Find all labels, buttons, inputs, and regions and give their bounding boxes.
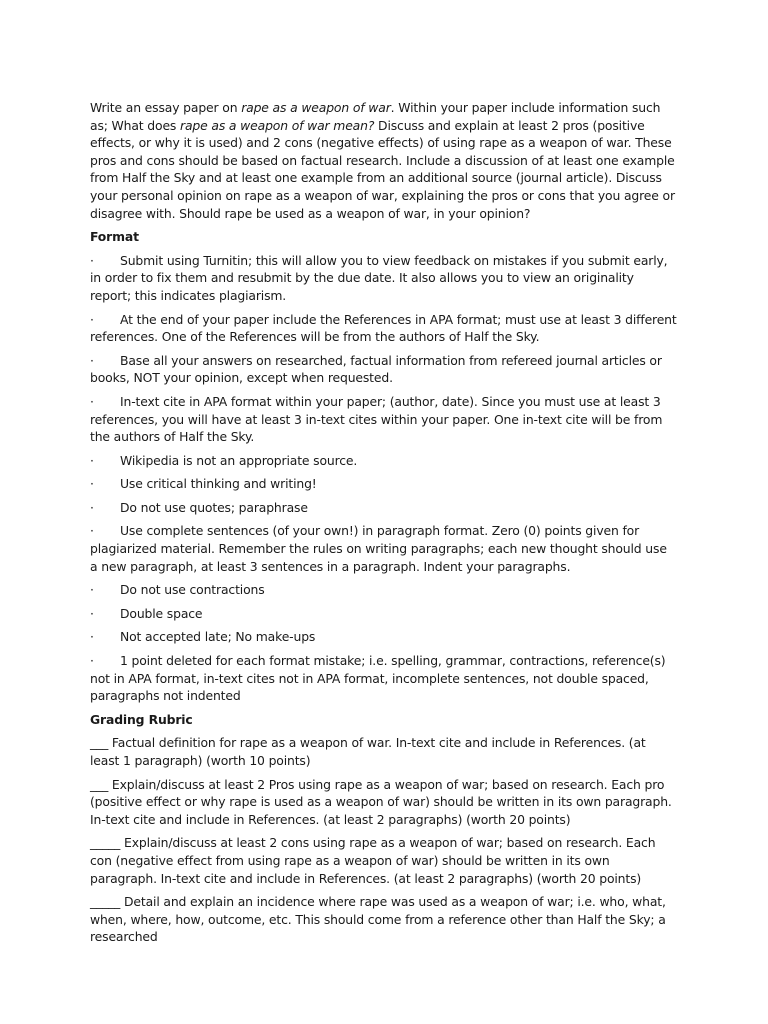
bullet-dot: · (90, 523, 94, 539)
format-item-text: Use complete sentences (of your own!) in paragraph format. Zero (0) points given for plagiarized material. Remember the rules on writing paragraphs; each new thought should use a new paragraph, at least 3 sentences in a paragraph. Indent your paragraphs. (90, 523, 667, 574)
format-item (90, 628, 678, 646)
format-item-text: Double space (120, 605, 203, 621)
intro-paragraph (90, 99, 678, 222)
format-item (90, 499, 678, 517)
bullet-dot: · (90, 582, 94, 598)
format-item (90, 393, 678, 446)
format-item (90, 452, 678, 470)
intro-emphasis-1: rape as a weapon of war (241, 100, 391, 115)
bullet-dot: · (90, 252, 94, 268)
format-item-text: In-text cite in APA format within your paper; (author, date). Since you must use at least 3 references, you will have at least 3 in-text cites within your paper. One in-text cite will be from the authors of Half the Sky. (90, 393, 663, 445)
intro-text-2: . Within your paper include information such as; What does (90, 100, 661, 133)
bullet-dot: · (90, 476, 94, 492)
format-item-text: At the end of your paper include the References in APA format; must use at least 3 different references. One of the References will be from the authors of Half the Sky. (90, 311, 677, 345)
rubric-item (90, 893, 678, 946)
rubric-item (90, 734, 678, 769)
rubric-item (90, 834, 678, 887)
rubric-item-text: Factual definition for rape as a weapon of war. In-text cite and include in References. (at least 1 paragraph) (worth 10 points) (90, 735, 646, 768)
format-item-text: 1 point deleted for each format mistake; i.e. spelling, grammar, contractions, reference(s) not in APA format, in-text cites not in APA format, incomplete sentences, not double spaced, paragraphs not indented (90, 653, 666, 704)
format-item-text: Do not use quotes; paraphrase (120, 499, 308, 515)
intro-text-1: Write an essay paper on (90, 100, 242, 115)
bullet-dot: · (90, 393, 94, 409)
bullet-dot: · (90, 629, 94, 645)
rubric-item-text: Explain/discuss at least 2 Pros using rape as a weapon of war; based on research. Each pro (positive effect or why rape is used as a weapon of war) should be written in its own paragraph. In-text cite and include in References. (at least 2 paragraphs) (worth 20 points) (90, 776, 672, 827)
rubric-item-text: Detail and explain an incidence where rape was used as a weapon of war; i.e. who, what, when, where, how, outcome, etc. This should come from a reference other than Half the Sky; a researched (90, 894, 666, 945)
rubric-score-blank: ___ (90, 735, 109, 751)
format-item (90, 311, 678, 346)
intro-text-3: Discuss and explain at least 2 pros (positive effects, or why it is used) and 2 cons (negative effects) of using rape as a weapon of war. These pros and cons should be based on factual research. Include a discussion of at least one example from Half the Sky and at least one example from an additional source (journal article). Discuss your personal opinion on rape as a weapon of war, explaining the pros or cons that you agree or disagree with. Should rape be used as a weapon of war, in your opinion? (90, 117, 675, 221)
format-heading: Format (90, 229, 139, 245)
bullet-dot: · (90, 605, 94, 621)
format-item-text: Not accepted late; No make-ups (120, 629, 316, 645)
rubric-score-blank: _____ (90, 894, 121, 910)
rubric-score-blank: ___ (90, 776, 109, 792)
rubric-heading: Grading Rubric (90, 711, 193, 727)
intro-emphasis-2: rape as a weapon of war mean? (180, 117, 375, 133)
format-item-text: Do not use contractions (120, 582, 265, 598)
format-item (90, 475, 678, 493)
format-item-text: Base all your answers on researched, factual information from refereed journal articles or books, NOT your opinion, except when requested. (90, 352, 662, 386)
bullet-dot: · (90, 653, 94, 669)
rubric-item-text: Explain/discuss at least 2 cons using rape as a weapon of war; based on research. Each con (negative effect from using rape as a weapon of war) should be written in its own paragraph. In-text cite and include in References. (at least 2 paragraphs) (worth 20 points) (90, 835, 656, 886)
format-item-text: Submit using Turnitin; this will allow you to view feedback on mistakes if you submit early, in order to fix them and resubmit by the due date. It also allows you to view an originality report; this indicates plagiarism. (90, 252, 668, 303)
format-item (90, 252, 678, 305)
rubric-score-blank: _____ (90, 835, 121, 851)
bullet-dot: · (90, 499, 94, 515)
format-item (90, 352, 678, 387)
format-item (90, 581, 678, 599)
format-item-text: Use critical thinking and writing! (120, 476, 317, 492)
bullet-dot: · (90, 311, 94, 327)
bullet-dot: · (90, 452, 94, 468)
format-item (90, 522, 678, 575)
rubric-item (90, 776, 678, 829)
format-item (90, 652, 678, 705)
format-item (90, 605, 678, 623)
bullet-dot: · (90, 352, 94, 368)
format-item-text: Wikipedia is not an appropriate source. (120, 452, 358, 468)
